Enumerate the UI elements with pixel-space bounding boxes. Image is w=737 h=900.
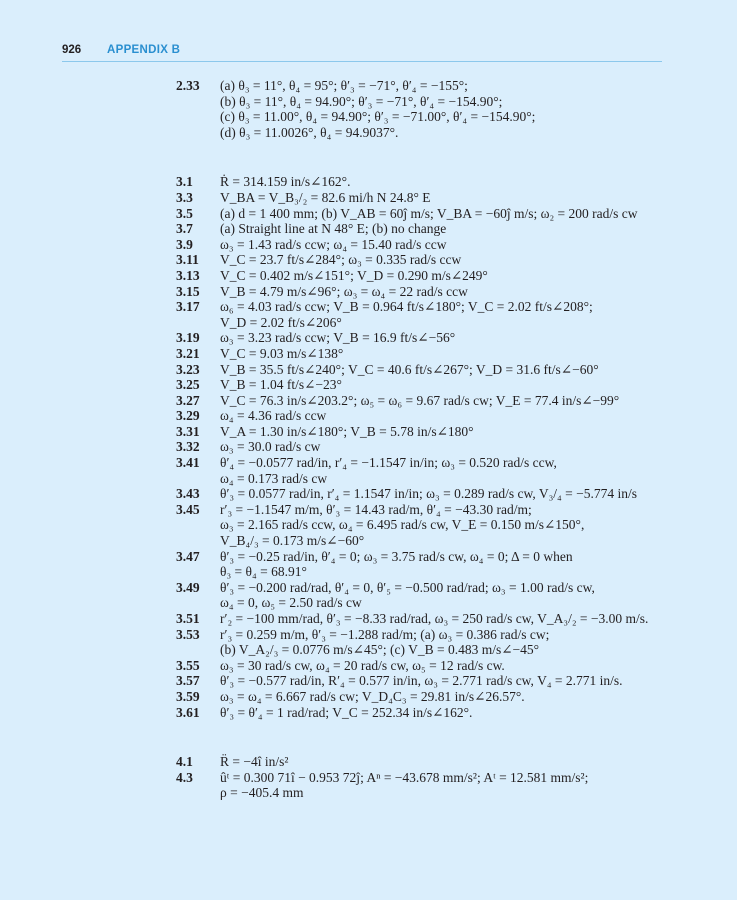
answer-text	[220, 580, 656, 611]
answer-text	[220, 502, 656, 549]
answer-entry	[176, 627, 656, 658]
answer-text	[220, 346, 656, 362]
problem-number: 3.17	[176, 299, 200, 315]
answer-text	[220, 190, 656, 206]
answer-line: θ₃ = θ₄ = 68.91°	[220, 564, 307, 580]
problem-number: 3.25	[176, 377, 200, 393]
answer-line: ω₃ = 1.43 rad/s ccw; ω₄ = 15.40 rad/s ccw	[220, 236, 447, 252]
answer-line: (a) θ₃ = 11°, θ₄ = 95°; θ′₃ = −71°, θ′₄ = −155°;	[220, 78, 468, 93]
answer-line: ω₃ = 3.23 rad/s ccw; V_B = 16.9 ft/s∠−56°	[220, 330, 456, 346]
answer-line: ω₃ = 2.165 rad/s ccw, ω₄ = 6.495 rad/s cw, V_E = 0.150 m/s∠150°,	[220, 517, 585, 533]
answer-entry	[176, 455, 656, 486]
answer-text	[220, 268, 656, 284]
header-rule	[62, 61, 662, 62]
answer-entry	[176, 346, 656, 362]
problem-number: 3.53	[176, 626, 200, 642]
answer-text	[220, 673, 656, 689]
answer-text	[220, 408, 656, 424]
answer-text	[220, 658, 656, 674]
answer-line: (b) V_A₂/₃ = 0.0776 m/s∠45°; (c) V_B = 0.483 m/s∠−45°	[220, 642, 540, 658]
problem-number: 2.33	[176, 78, 200, 93]
answer-entry	[176, 486, 656, 502]
answer-line: (c) θ₃ = 11.00°, θ₄ = 94.90°; θ′₃ = −71.00°, θ′₄ = −154.90°;	[220, 109, 536, 125]
answer-text	[220, 754, 656, 770]
answer-entry	[176, 206, 656, 222]
answer-line: V_B = 35.5 ft/s∠240°; V_C = 40.6 ft/s∠267°; V_D = 31.6 ft/s∠−60°	[220, 361, 599, 377]
answer-line: R̈ = −4î in/s²	[220, 754, 289, 770]
answer-line: (b) θ₃ = 11°, θ₄ = 94.90°; θ′₃ = −71°, θ′₄ = −154.90°;	[220, 93, 503, 109]
answer-entry	[176, 439, 656, 455]
problem-number: 3.5	[176, 205, 193, 221]
problem-number: 3.45	[176, 501, 200, 517]
answer-line: (d) θ₃ = 11.0026°, θ₄ = 94.9037°.	[220, 124, 399, 140]
answer-line: V_A = 1.30 in/s∠180°; V_B = 5.78 in/s∠180°	[220, 423, 474, 439]
answer-line: Ṙ = 314.159 in/s∠162°.	[220, 174, 351, 190]
answer-entry	[176, 299, 656, 330]
answer-line: V_B₄/₃ = 0.173 m/s∠−60°	[220, 533, 365, 549]
answer-line: θ′₃ = 0.0577 rad/in, r′₄ = 1.1547 in/in; ω₃ = 0.289 rad/s cw, V₃/₄ = −5.774 in/s	[220, 486, 637, 502]
appendix-title: APPENDIX B	[107, 44, 181, 56]
problem-number: 4.1	[176, 754, 193, 770]
answer-text	[220, 377, 656, 393]
answer-text	[220, 252, 656, 268]
answer-line: V_D = 2.02 ft/s∠206°	[220, 314, 342, 330]
answer-text	[220, 393, 656, 409]
answer-list	[176, 78, 656, 801]
answer-entry	[176, 754, 656, 770]
answer-entry	[176, 268, 656, 284]
answer-text	[220, 689, 656, 705]
problem-number: 3.59	[176, 688, 200, 704]
answer-entry	[176, 408, 656, 424]
answer-text	[220, 770, 656, 801]
answer-line: (a) d = 1 400 mm; (b) V_AB = 60ĵ m/s; V_BA = −60ĵ m/s; ω₂ = 200 rad/s cw	[220, 205, 638, 221]
answer-line: ω₄ = 0.173 rad/s cw	[220, 470, 328, 486]
problem-number: 3.15	[176, 283, 200, 299]
answer-line: V_C = 0.402 m/s∠151°; V_D = 0.290 m/s∠249°	[220, 267, 488, 283]
problem-number: 3.11	[176, 252, 199, 268]
problem-number: 3.3	[176, 189, 193, 205]
answer-line: r′₂ = −100 mm/rad, θ′₃ = −8.33 rad/rad, ω₃ = 250 rad/s cw, V_A₃/₂ = −3.00 m/s.	[220, 611, 649, 626]
answer-entry	[176, 237, 656, 253]
problem-number: 3.55	[176, 657, 200, 673]
problem-number: 3.23	[176, 361, 200, 377]
answer-text	[220, 206, 656, 222]
answer-entry	[176, 393, 656, 409]
answer-entry	[176, 174, 656, 190]
answer-entry	[176, 221, 656, 237]
section-gap	[176, 140, 656, 174]
answer-line: V_C = 23.7 ft/s∠284°; ω₃ = 0.335 rad/s ccw	[220, 252, 462, 268]
answer-text	[220, 424, 656, 440]
answer-text	[220, 174, 656, 190]
problem-number: 4.3	[176, 769, 193, 785]
problem-number: 3.51	[176, 611, 200, 626]
answer-text	[220, 705, 656, 721]
answer-line: r′₃ = −1.1547 m/m, θ′₃ = 14.43 rad/m, θ′₄ = −43.30 rad/m;	[220, 501, 532, 517]
answer-text	[220, 362, 656, 378]
answer-entry	[176, 770, 656, 801]
answer-text	[220, 330, 656, 346]
answer-text	[220, 455, 656, 486]
problem-number: 3.27	[176, 392, 200, 408]
problem-number: 3.31	[176, 423, 200, 439]
answer-line: ω₄ = 4.36 rad/s ccw	[220, 408, 327, 424]
answer-line: ûᵗ = 0.300 71î − 0.953 72ĵ; Aⁿ = −43.678 mm/s²; Aᵗ = 12.581 mm/s²;	[220, 769, 589, 785]
answer-entry	[176, 673, 656, 689]
problem-number: 3.49	[176, 579, 200, 595]
answer-text	[220, 627, 656, 658]
problem-number: 3.13	[176, 267, 200, 283]
answer-line: θ′₃ = θ′₄ = 1 rad/rad; V_C = 252.34 in/s∠162°.	[220, 704, 473, 720]
answer-entry	[176, 580, 656, 611]
answer-entry	[176, 190, 656, 206]
answer-line: V_BA = V_B₃/₂ = 82.6 mi/h N 24.8° E	[220, 189, 431, 205]
answer-line: V_C = 9.03 m/s∠138°	[220, 345, 344, 361]
answer-text	[220, 611, 656, 627]
answer-line: (a) Straight line at N 48° E; (b) no change	[220, 221, 447, 237]
problem-number: 3.41	[176, 455, 200, 471]
answer-entry	[176, 549, 656, 580]
problem-number: 3.57	[176, 673, 200, 689]
answer-line: ω₃ = ω₄ = 6.667 rad/s cw; V_D₄C₃ = 29.81 in/s∠26.57°.	[220, 688, 525, 704]
problem-number: 3.21	[176, 345, 200, 361]
answer-entry	[176, 78, 656, 140]
answer-text	[220, 439, 656, 455]
answer-entry	[176, 424, 656, 440]
answer-entry	[176, 362, 656, 378]
problem-number: 3.19	[176, 330, 200, 346]
answer-line: θ′₄ = −0.0577 rad/in, r′₄ = −1.1547 in/in; ω₃ = 0.520 rad/s ccw,	[220, 455, 557, 471]
answer-line: θ′₃ = −0.25 rad/in, θ′₄ = 0; ω₃ = 3.75 rad/s cw, ω₄ = 0; Δ = 0 when	[220, 548, 573, 564]
answer-text	[220, 486, 656, 502]
answer-line: ω₄ = 0, ω₅ = 2.50 rad/s cw	[220, 595, 362, 611]
problem-number: 3.61	[176, 704, 200, 720]
answer-line: r′₃ = 0.259 m/m, θ′₃ = −1.288 rad/m; (a) ω₃ = 0.386 rad/s cw;	[220, 626, 550, 642]
answer-entry	[176, 502, 656, 549]
answer-line: ρ = −405.4 mm	[220, 785, 304, 801]
answer-text	[220, 221, 656, 237]
answer-line: V_B = 1.04 ft/s∠−23°	[220, 377, 342, 393]
answer-line: ω₃ = 30 rad/s cw, ω₄ = 20 rad/s cw, ω₅ = 12 rad/s cw.	[220, 657, 505, 673]
answer-entry	[176, 330, 656, 346]
answer-entry	[176, 689, 656, 705]
answer-text	[220, 549, 656, 580]
problem-number: 3.43	[176, 486, 200, 502]
problem-number: 3.7	[176, 221, 193, 237]
answer-line: θ′₃ = −0.200 rad/rad, θ′₄ = 0, θ′₅ = −0.500 rad/rad; ω₃ = 1.00 rad/s cw,	[220, 579, 595, 595]
answer-entry	[176, 611, 656, 627]
answer-entry	[176, 377, 656, 393]
answer-line: ω₃ = 30.0 rad/s cw	[220, 439, 321, 455]
answer-text	[220, 299, 656, 330]
problem-number: 3.47	[176, 548, 200, 564]
answer-text	[220, 237, 656, 253]
answer-line: V_B = 4.79 m/s∠96°; ω₃ = ω₄ = 22 rad/s ccw	[220, 283, 468, 299]
answer-entry	[176, 284, 656, 300]
answer-line: ω₆ = 4.03 rad/s ccw; V_B = 0.964 ft/s∠180°; V_C = 2.02 ft/s∠208°;	[220, 299, 593, 315]
answer-line: θ′₃ = −0.577 rad/in, R′₄ = 0.577 in/in, ω₃ = 2.771 rad/s cw, V₄ = 2.771 in/s.	[220, 673, 623, 689]
answer-entry	[176, 252, 656, 268]
problem-number: 3.32	[176, 439, 200, 455]
problem-number: 3.1	[176, 174, 193, 190]
problem-number: 3.9	[176, 236, 193, 252]
answer-text	[220, 78, 656, 140]
page-header	[0, 44, 737, 64]
answer-entry	[176, 658, 656, 674]
problem-number: 3.29	[176, 408, 200, 424]
answer-entry	[176, 705, 656, 721]
answer-text	[220, 284, 656, 300]
page-number: 926	[62, 44, 82, 56]
answer-line: V_C = 76.3 in/s∠203.2°; ω₅ = ω₆ = 9.67 rad/s cw; V_E = 77.4 in/s∠−99°	[220, 392, 620, 408]
section-gap	[176, 720, 656, 754]
